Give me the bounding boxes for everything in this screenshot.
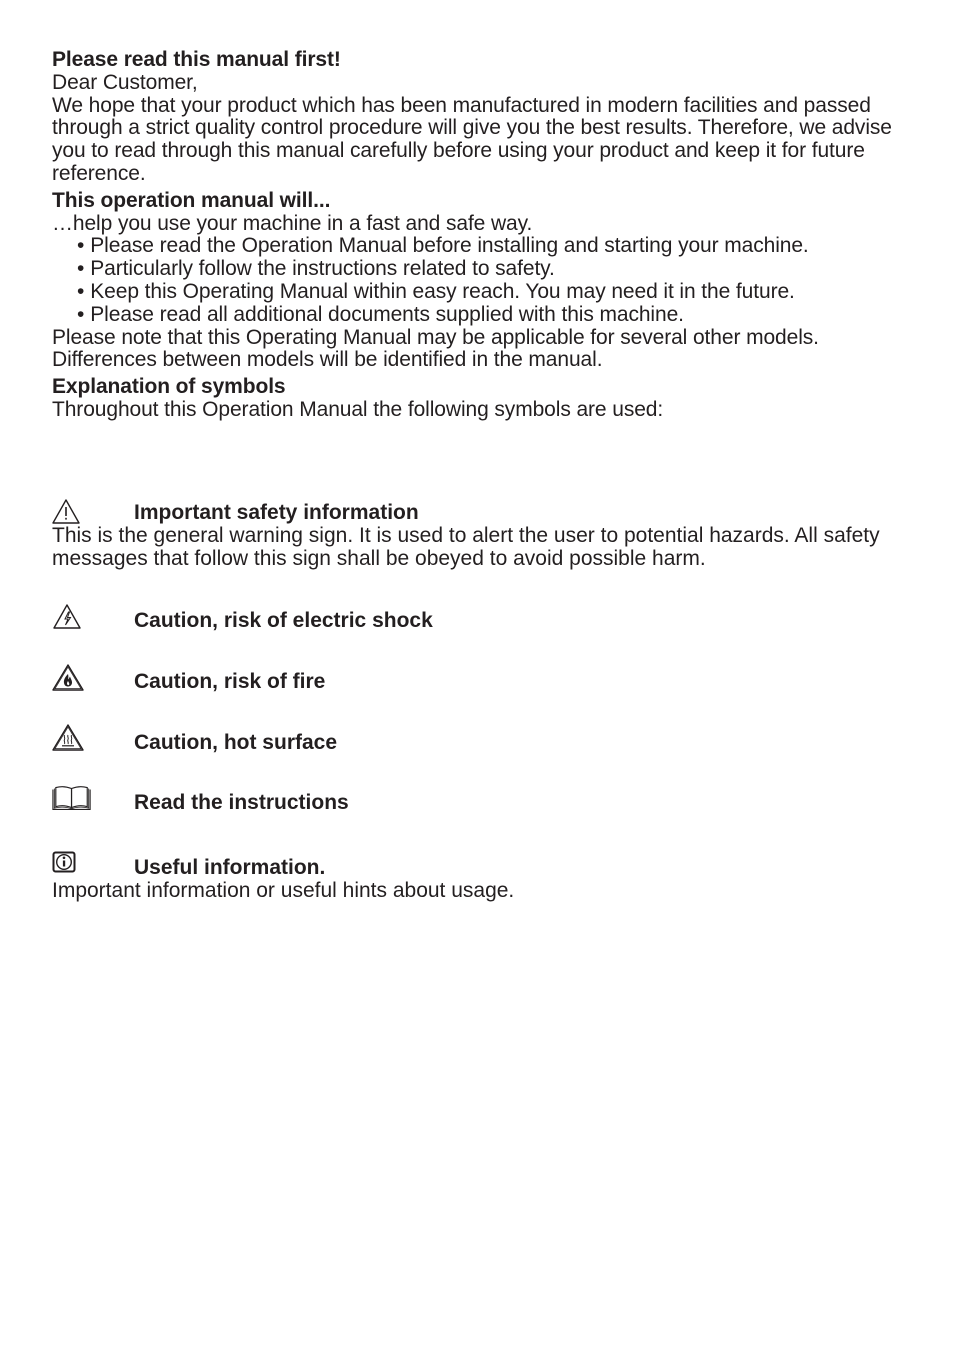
symbol-description: This is the general warning sign. It is used to alert the user to potential hazards. All safety messages that follow this sign shall be obeyed to avoid possible harm. [52, 524, 880, 570]
symbols-heading: Explanation of symbols [52, 375, 286, 399]
bullet-item: • Particularly follow the instructions related to safety. [77, 257, 555, 281]
bullet-item: • Please read the Operation Manual before installing and starting your machine. [77, 234, 809, 258]
symbol-title: Useful information. [134, 856, 326, 879]
warning-triangle-icon [52, 497, 92, 527]
intro-paragraph: We hope that your product which has been manufactured in modern facilities and passed through a strict quality control procedure will give you the best results. Therefore, we advise you to read through this manual carefully before using your product and keep it for future reference. [52, 93, 892, 185]
symbol-title: Caution, risk of electric shock [134, 609, 433, 632]
symbol-description: Important information or useful hints about usage. [52, 879, 515, 902]
bullet-item: • Keep this Operating Manual within easy reach. You may need it in the future. [77, 279, 795, 303]
symbols-lead: Throughout this Operation Manual the following symbols are used: [52, 397, 664, 421]
models-note: Please note that this Operating Manual may be applicable for several other models. Differences between models will be identified in the manual. [52, 325, 819, 372]
symbol-title: Caution, risk of fire [134, 670, 326, 693]
bullet-item: • Please read all additional documents supplied with this machine. [77, 302, 684, 326]
manual-will-heading: This operation manual will... [52, 188, 331, 212]
intro-heading: Please read this manual first! [52, 48, 341, 71]
bullet-text: Particularly follow the instructions related to safety. [90, 257, 555, 281]
manual-will-lead: …help you use your machine in a fast and safe way. [52, 211, 533, 235]
manual-text-block [52, 49, 912, 422]
symbol-title: Read the instructions [134, 791, 349, 814]
symbol-title: Caution, hot surface [134, 731, 338, 754]
fire-icon [52, 663, 92, 693]
electric-shock-icon [52, 602, 92, 632]
greeting: Dear Customer, [52, 70, 198, 94]
read-instructions-book-icon [52, 784, 92, 814]
bullet-text: Please read the Operation Manual before installing and starting your machine. [90, 234, 809, 258]
info-icon [52, 851, 92, 881]
bullet-text: Keep this Operating Manual within easy reach. You may need it in the future. [90, 279, 795, 303]
manual-will-bullet-list [52, 235, 912, 326]
symbol-title: Important safety information [134, 501, 419, 524]
hot-surface-icon [52, 723, 92, 753]
bullet-text: Please read all additional documents supplied with this machine. [90, 302, 684, 326]
